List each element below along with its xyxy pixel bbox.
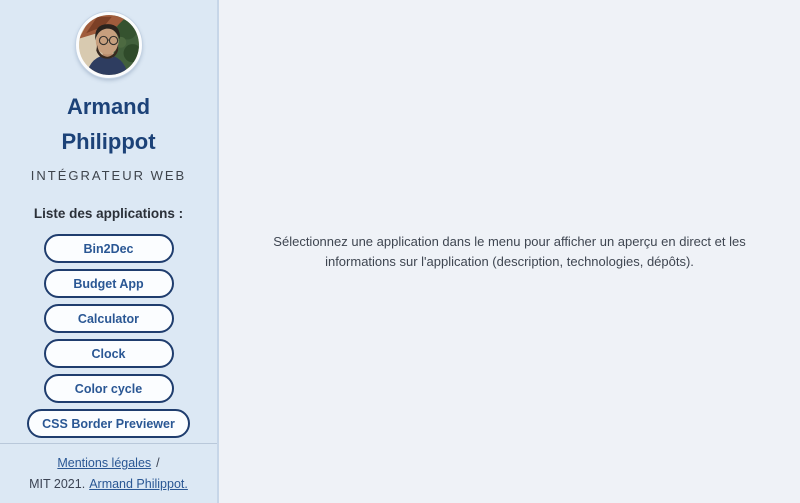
app-button-calculator[interactable]: Calculator [44, 304, 174, 333]
placeholder-text [273, 232, 745, 272]
profile-block [0, 0, 217, 183]
placeholder-line1: Sélectionnez une application dans le menu pour afficher un aperçu en direct et les [273, 233, 746, 249]
sidebar [0, 0, 219, 503]
app-button-css-border-previewer[interactable]: CSS Border Previewer [27, 409, 190, 438]
profile-role: INTÉGRATEUR WEB [30, 168, 187, 183]
avatar-photo [79, 15, 139, 75]
apps-heading: Liste des applications : [33, 206, 184, 221]
footer-separator: / [156, 456, 160, 470]
placeholder-line2: informations sur l'application (description, technologies, dépôts). [325, 253, 694, 269]
author-link[interactable]: Armand Philippot. [89, 477, 188, 491]
apps-list [0, 221, 217, 443]
license-line [29, 477, 188, 491]
legal-line [57, 456, 159, 470]
mentions-legales-link[interactable]: Mentions légales [57, 456, 152, 470]
profile-name-line2: Philippot [61, 129, 156, 154]
main-area [219, 0, 800, 503]
avatar [76, 12, 142, 78]
profile-name [0, 89, 217, 159]
sidebar-footer [0, 443, 217, 503]
profile-name-line1: Armand [66, 94, 151, 119]
app-button-clock[interactable]: Clock [44, 339, 174, 368]
app-button-color-cycle[interactable]: Color cycle [44, 374, 174, 403]
app-button-budget-app[interactable]: Budget App [44, 269, 174, 298]
license-text: MIT 2021. [29, 477, 86, 491]
app-button-bin2dec[interactable]: Bin2Dec [44, 234, 174, 263]
